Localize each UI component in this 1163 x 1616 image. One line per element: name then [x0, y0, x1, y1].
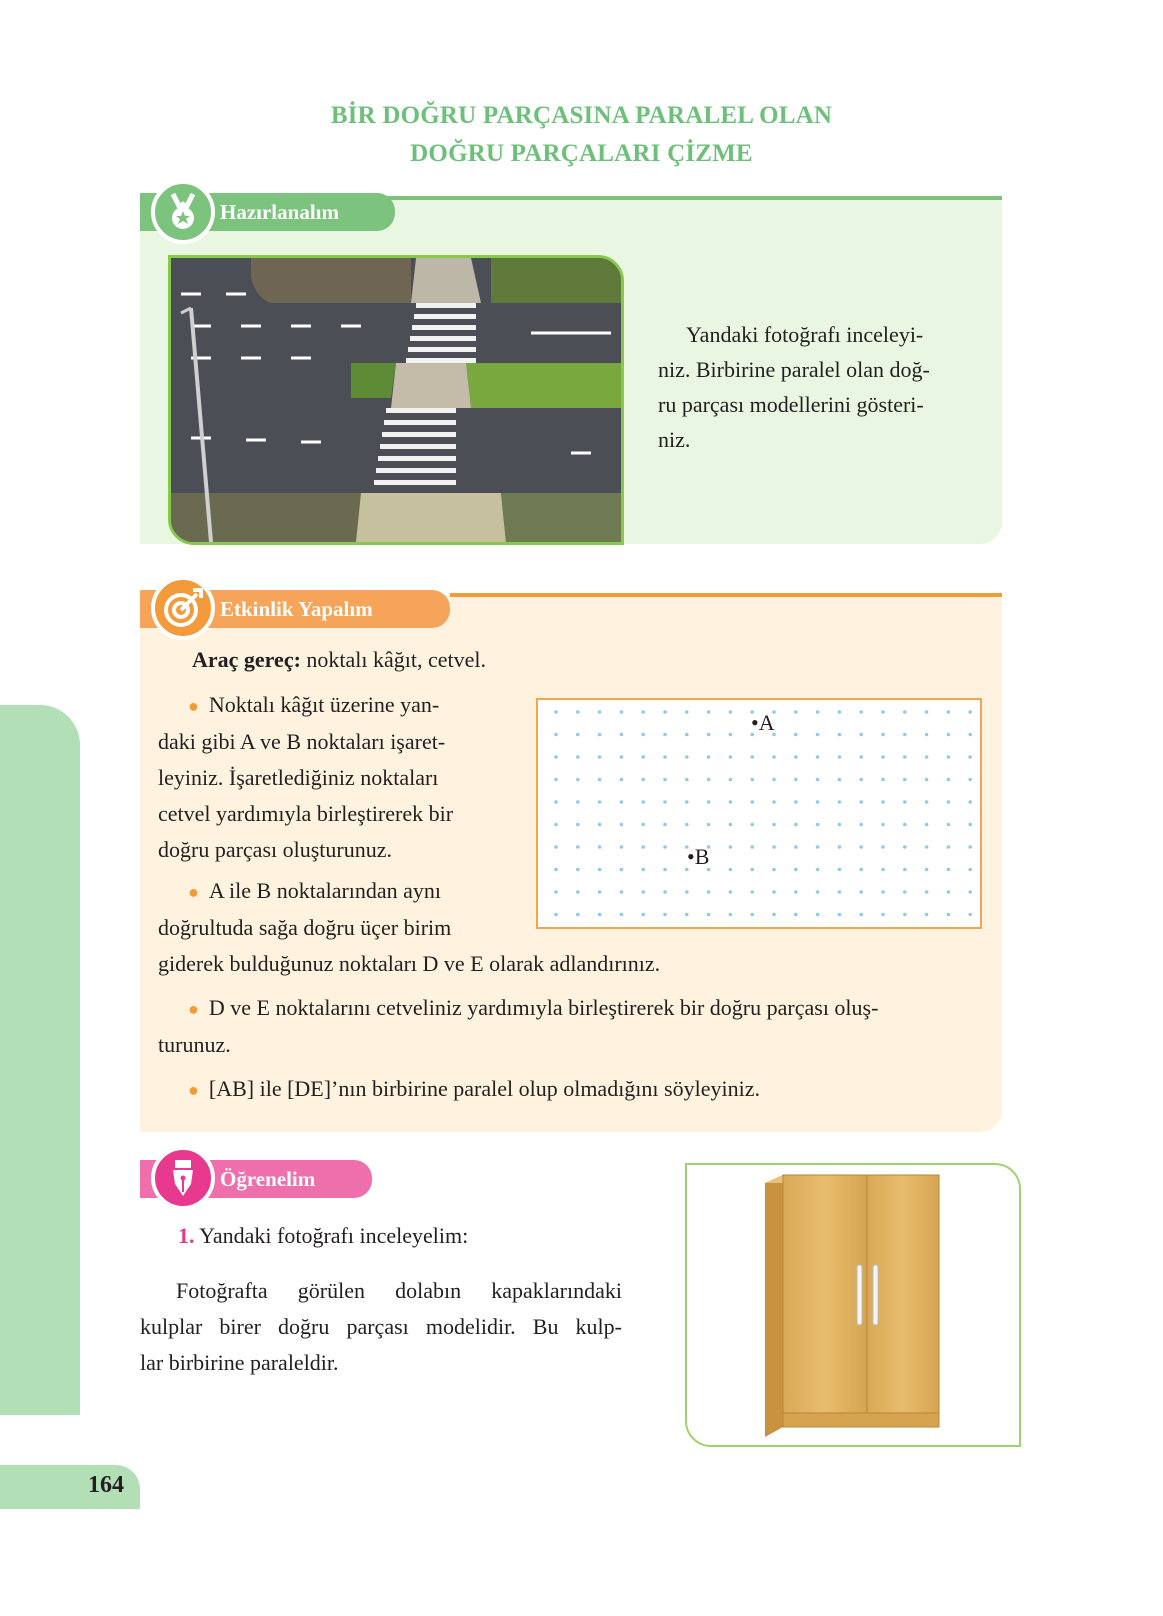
grid-dot — [663, 823, 667, 827]
grid-dot — [903, 733, 907, 737]
grid-dot — [576, 845, 580, 849]
activity-badge-label: Etkinlik Yapalım — [220, 597, 373, 621]
grid-dot — [554, 778, 558, 782]
grid-dot — [794, 890, 798, 894]
grid-dot — [838, 890, 842, 894]
grid-dot — [576, 733, 580, 737]
bullet-3-line: turunuz. — [158, 1032, 231, 1057]
grid-dot — [794, 800, 798, 804]
grid-dot — [838, 913, 842, 917]
grid-dot — [620, 868, 624, 872]
grid-dot — [947, 845, 951, 849]
grid-dot — [838, 778, 842, 782]
learn-para-line: kulplar birer doğru parçası modelidir. Bu kulp- — [140, 1314, 622, 1339]
grid-dot — [881, 733, 885, 737]
grid-dot — [947, 755, 951, 759]
bullet-1-line: Noktalı kâğıt üzerine yan- — [208, 692, 440, 717]
grid-dot — [641, 710, 645, 714]
grid-dot — [794, 710, 798, 714]
grid-dot — [925, 890, 929, 894]
grid-dot — [641, 845, 645, 849]
grid-dot — [620, 710, 624, 714]
grid-dot — [816, 710, 820, 714]
page-title-line-1: BİR DOĞRU PARÇASINA PARALEL OLAN — [330, 102, 833, 129]
grid-dot — [663, 845, 667, 849]
grid-dot — [816, 800, 820, 804]
grid-dot — [925, 710, 929, 714]
grid-dot — [598, 778, 602, 782]
bullet-1-line: leyiniz. İşaretlediğiniz noktaları — [158, 765, 439, 790]
grid-dot — [685, 778, 689, 782]
grid-dot — [772, 868, 776, 872]
grid-dot — [859, 845, 863, 849]
grid-dot — [554, 710, 558, 714]
grid-dot — [903, 913, 907, 917]
grid-dot — [794, 823, 798, 827]
grid-dot — [859, 868, 863, 872]
prepare-text-line: niz. Birbirine paralel olan doğ- — [658, 357, 930, 382]
grid-dot — [598, 733, 602, 737]
grid-dot — [838, 868, 842, 872]
grid-dot — [685, 890, 689, 894]
grid-dot — [968, 868, 972, 872]
grid-dot — [838, 733, 842, 737]
grid-dot — [554, 890, 558, 894]
grid-dot — [881, 890, 885, 894]
grid-dot — [576, 710, 580, 714]
grid-dot — [641, 868, 645, 872]
grid-dot — [641, 778, 645, 782]
prepare-text-line: niz. — [658, 427, 691, 452]
grid-dot — [641, 733, 645, 737]
bullet-dot: ● — [188, 999, 199, 1019]
grid-dot — [903, 710, 907, 714]
page-number: 164 — [88, 1472, 124, 1498]
grid-dot — [576, 778, 580, 782]
grid-dot — [598, 913, 602, 917]
learn-item-text: Yandaki fotoğrafı inceleyelim: — [194, 1223, 469, 1248]
grid-dot — [554, 913, 558, 917]
grid-dot — [903, 800, 907, 804]
tools-value: noktalı kâğıt, cetvel. — [300, 647, 487, 672]
grid-dot — [620, 913, 624, 917]
grid-dot — [794, 845, 798, 849]
bullet-dot: ● — [188, 696, 199, 716]
grid-dot — [859, 755, 863, 759]
grid-dot — [968, 800, 972, 804]
grid-dot — [794, 778, 798, 782]
grid-dot — [598, 845, 602, 849]
grid-dot — [750, 778, 754, 782]
grid-dot — [794, 733, 798, 737]
grid-dot — [641, 800, 645, 804]
grid-dot — [859, 800, 863, 804]
grid-dot — [838, 710, 842, 714]
grid-dot — [772, 890, 776, 894]
grid-dot — [925, 845, 929, 849]
bullet-3-line: D ve E noktalarını cetveliniz yardımıyla birleştirerek bir doğru parçası oluş- — [208, 995, 879, 1020]
grid-dot — [925, 800, 929, 804]
grid-dot — [925, 778, 929, 782]
pen-nib-icon — [151, 1146, 215, 1210]
grid-dot — [750, 845, 754, 849]
grid-dot — [947, 733, 951, 737]
grid-dot — [925, 733, 929, 737]
grid-dot — [554, 823, 558, 827]
grid-dot — [881, 778, 885, 782]
grid-dot — [685, 800, 689, 804]
grid-dot — [947, 778, 951, 782]
point-b — [687, 845, 709, 869]
activity-bullet-3 — [158, 990, 988, 1063]
grid-dot — [968, 913, 972, 917]
grid-dot — [859, 778, 863, 782]
bullet-4-text: [AB] ile [DE]’nın birbirine paralel olup olmadığını söyleyiniz. — [208, 1076, 760, 1101]
grid-dot — [576, 868, 580, 872]
bullet-1-line: daki gibi A ve B noktaları işaret- — [158, 729, 446, 754]
grid-dot — [620, 755, 624, 759]
grid-dot — [707, 890, 711, 894]
grid-dot — [947, 823, 951, 827]
grid-dot — [750, 913, 754, 917]
grid-dot — [685, 755, 689, 759]
grid-dot — [968, 755, 972, 759]
bullet-1-line: doğru parçası oluşturunuz. — [158, 837, 392, 862]
grid-dot — [554, 800, 558, 804]
bullet-dot: ● — [188, 882, 199, 902]
grid-dot — [729, 800, 733, 804]
grid-dot — [685, 913, 689, 917]
grid-dot — [925, 868, 929, 872]
grid-dot — [707, 733, 711, 737]
grid-dot — [576, 890, 580, 894]
grid-dot — [663, 868, 667, 872]
learn-item-number: 1. — [178, 1223, 195, 1248]
grid-dot — [620, 778, 624, 782]
bullet-2-line: giderek bulduğunuz noktaları D ve E olarak adlandırınız. — [158, 951, 661, 976]
grid-dot — [663, 733, 667, 737]
grid-dot — [750, 755, 754, 759]
grid-dot — [576, 913, 580, 917]
grid-dot — [729, 755, 733, 759]
grid-dot — [729, 845, 733, 849]
grid-dot — [576, 755, 580, 759]
grid-dot — [685, 710, 689, 714]
target-icon — [151, 576, 215, 640]
grid-dot — [859, 913, 863, 917]
grid-dot — [816, 778, 820, 782]
grid-dot — [838, 823, 842, 827]
grid-dot — [772, 913, 776, 917]
medal-icon — [151, 180, 215, 244]
grid-dot — [838, 845, 842, 849]
learn-item-1 — [178, 1218, 468, 1254]
grid-dot — [598, 890, 602, 894]
page-title-line-2: DOĞRU PARÇALARI ÇİZME — [410, 140, 753, 167]
grid-dot — [729, 733, 733, 737]
grid-dot — [663, 755, 667, 759]
tools-line — [192, 642, 486, 678]
grid-dot — [750, 823, 754, 827]
grid-dot — [707, 778, 711, 782]
grid-dot — [707, 755, 711, 759]
grid-dot — [816, 733, 820, 737]
grid-dot — [729, 778, 733, 782]
grid-dot — [729, 913, 733, 917]
grid-dot — [663, 800, 667, 804]
grid-dot — [685, 733, 689, 737]
grid-dot — [816, 845, 820, 849]
grid-dot — [903, 823, 907, 827]
grid-dot — [816, 890, 820, 894]
grid-dot — [968, 823, 972, 827]
grid-dot — [750, 890, 754, 894]
grid-dot — [881, 823, 885, 827]
grid-dot — [816, 913, 820, 917]
grid-dot — [838, 755, 842, 759]
grid-dot — [903, 890, 907, 894]
grid-dot — [968, 733, 972, 737]
grid-dot — [859, 733, 863, 737]
grid-dot — [881, 800, 885, 804]
grid-dot — [729, 710, 733, 714]
grid-dot — [947, 890, 951, 894]
grid-dot — [663, 710, 667, 714]
grid-dot — [881, 845, 885, 849]
point-a-dot: • — [751, 710, 759, 735]
grid-dot — [707, 800, 711, 804]
tools-label: Araç gereç: — [192, 647, 301, 672]
grid-dot — [772, 755, 776, 759]
grid-dot — [968, 845, 972, 849]
grid-dot — [925, 755, 929, 759]
grid-dot — [598, 868, 602, 872]
grid-dot — [925, 913, 929, 917]
grid-dot — [859, 710, 863, 714]
grid-dot — [772, 800, 776, 804]
grid-dot — [554, 845, 558, 849]
grid-dot — [620, 890, 624, 894]
grid-dot — [750, 800, 754, 804]
grid-dot — [794, 868, 798, 872]
grid-dot — [816, 755, 820, 759]
bullet-1-line: cetvel yardımıyla birleştirerek bir — [158, 801, 454, 826]
bullet-2-line: doğrultuda sağa doğru üçer birim — [158, 915, 452, 940]
grid-dot — [620, 733, 624, 737]
grid-dot — [903, 845, 907, 849]
grid-dot — [620, 845, 624, 849]
grid-dot — [598, 755, 602, 759]
grid-dot — [881, 913, 885, 917]
grid-dot — [772, 823, 776, 827]
grid-dot — [554, 755, 558, 759]
grid-dot — [620, 800, 624, 804]
point-a-label: A — [758, 710, 775, 735]
grid-dot — [663, 913, 667, 917]
grid-dot — [925, 823, 929, 827]
bullet-dot: ● — [188, 1080, 199, 1100]
grid-dot — [881, 755, 885, 759]
grid-dot — [707, 913, 711, 917]
activity-rule — [450, 593, 1002, 597]
grid-dot — [598, 800, 602, 804]
prepare-badge-label: Hazırlanalım — [220, 200, 339, 224]
grid-dot — [838, 800, 842, 804]
grid-dot — [554, 868, 558, 872]
grid-dot — [859, 823, 863, 827]
grid-dot — [598, 823, 602, 827]
grid-dot — [947, 800, 951, 804]
grid-dot — [772, 845, 776, 849]
grid-dot — [729, 890, 733, 894]
grid-dot — [576, 800, 580, 804]
grid-dot — [685, 823, 689, 827]
grid-dot — [707, 710, 711, 714]
learn-paragraph — [140, 1273, 622, 1381]
grid-dot — [598, 710, 602, 714]
side-tab — [0, 705, 80, 1415]
grid-dot — [968, 710, 972, 714]
grid-dot — [903, 778, 907, 782]
grid-dot — [794, 755, 798, 759]
grid-dot — [859, 890, 863, 894]
grid-dot — [947, 710, 951, 714]
grid-dot — [903, 868, 907, 872]
road-crosswalk-photo — [168, 255, 624, 545]
grid-dot — [772, 778, 776, 782]
grid-dot — [729, 823, 733, 827]
grid-dot — [641, 890, 645, 894]
grid-dot — [903, 755, 907, 759]
grid-dot — [947, 868, 951, 872]
grid-dot — [881, 868, 885, 872]
grid-dot — [663, 778, 667, 782]
bullet-2-line: A ile B noktalarından aynı — [208, 878, 442, 903]
wardrobe-photo — [685, 1163, 1021, 1447]
point-b-dot: • — [687, 844, 695, 869]
activity-bullet-1 — [158, 687, 498, 868]
point-a — [751, 711, 775, 735]
grid-dot — [641, 913, 645, 917]
grid-dot — [620, 823, 624, 827]
grid-dot — [554, 733, 558, 737]
prepare-text-line: Yandaki fotoğrafı inceleyi- — [686, 322, 924, 347]
grid-dot — [641, 755, 645, 759]
grid-dot — [947, 913, 951, 917]
grid-dot — [663, 890, 667, 894]
prepare-text-line: ru parçası modellerini gösteri- — [658, 392, 924, 417]
grid-dot — [968, 778, 972, 782]
grid-dot — [729, 868, 733, 872]
grid-dot — [750, 868, 754, 872]
grid-dot — [968, 890, 972, 894]
point-b-label: B — [694, 844, 710, 869]
grid-dot — [816, 868, 820, 872]
learn-badge-label: Öğrenelim — [220, 1167, 316, 1191]
learn-para-line: lar birbirine paraleldir. — [140, 1350, 339, 1375]
prepare-text — [658, 317, 991, 457]
grid-dot — [816, 823, 820, 827]
grid-dot — [641, 823, 645, 827]
grid-dot — [881, 710, 885, 714]
grid-dot — [794, 913, 798, 917]
grid-dot — [707, 823, 711, 827]
learn-para-line: Fotoğrafta görülen dolabın kapaklarındaki — [176, 1278, 622, 1303]
activity-bullet-4 — [158, 1071, 988, 1108]
dotted-paper — [536, 698, 982, 929]
grid-dot — [576, 823, 580, 827]
